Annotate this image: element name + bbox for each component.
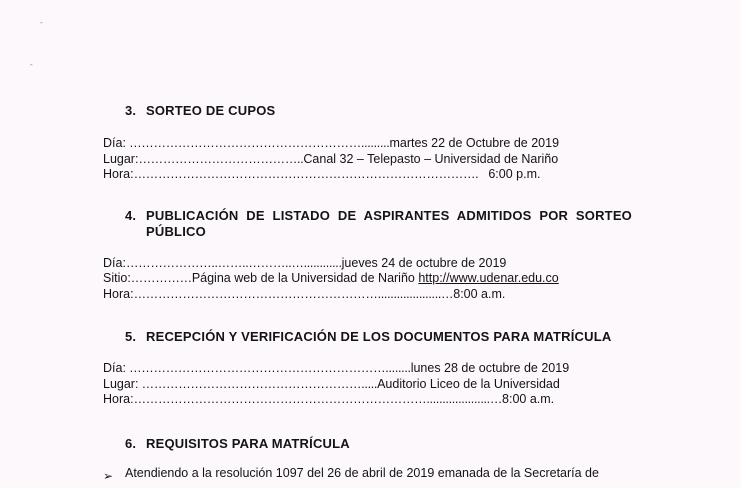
section-number: 4. (125, 208, 137, 223)
section-title-line1: PUBLICACIÓN DE LISTADO DE ASPIRANTES ADMITIDOS POR SORTEO (146, 208, 632, 223)
section-number: 6. (125, 436, 137, 451)
dot-leader: ………………………………….. (138, 152, 304, 166)
section-title: RECEPCIÓN Y VERIFICACIÓN DE LOS DOCUMENTOS PARA MATRÍCULA (146, 329, 612, 344)
line-value: 8:00 a.m. (453, 287, 506, 301)
line-value: 6:00 p.m. (488, 167, 541, 181)
line-label: Hora: (103, 392, 134, 406)
line-value: Canal 32 – Telepasto – Universidad de Nariño (303, 152, 559, 166)
line-value: martes 22 de Octubre de 2019 (389, 136, 560, 150)
section-4-line-sitio (103, 271, 593, 285)
line-value: Auditorio Liceo de la Universidad (377, 377, 560, 391)
bullet-text: Atendiendo a la resolución 1097 del 26 de abril de 2019 emanada de la Secretaría de (125, 466, 599, 480)
line-label: Hora: (103, 287, 134, 301)
line-label: Lugar: (103, 377, 139, 391)
cut-off-text-line (125, 478, 635, 488)
dot-leader: ………………………………………………………………....................… (133, 392, 503, 406)
section-title: SORTEO DE CUPOS (146, 103, 276, 118)
dot-leader: …………… (130, 271, 192, 285)
line-label: Sitio: (103, 271, 131, 285)
line-label: Hora: (103, 167, 134, 181)
section-title-line2: PÚBLICO (146, 224, 206, 239)
line-value: 8:00 a.m. (502, 392, 555, 406)
section-4-line-hora (103, 287, 593, 301)
section-3-heading (125, 103, 275, 118)
line-label: Día: (103, 361, 126, 375)
dot-leader: ……………………………………………………....................… (133, 287, 454, 301)
line-value: jueves 24 de octubre de 2019 (341, 256, 507, 270)
scan-mark: - (30, 60, 33, 69)
section-5-heading (125, 329, 611, 344)
line-value: lunes 28 de octubre de 2019 (410, 361, 570, 375)
section-3-line-hora (103, 167, 593, 181)
section-4-heading (125, 208, 645, 239)
line-label: Día: (103, 256, 126, 270)
section-title: REQUISITOS PARA MATRÍCULA (146, 436, 350, 451)
section-5-line-hora (103, 392, 593, 406)
line-value: Página web de la Universidad de Nariño (191, 271, 415, 285)
university-link[interactable]: http://www.udenar.edu.co (418, 271, 559, 285)
dot-leader: …………………..……..………..…............ (125, 256, 342, 270)
section-3-line-dia (103, 136, 593, 150)
dot-leader: …………………………………………………………………………. (133, 167, 479, 181)
scan-mark: - (40, 18, 43, 27)
section-6-heading (125, 436, 350, 451)
dot-leader: …………………………………………………......... (125, 136, 390, 150)
section-5-line-lugar (103, 377, 593, 391)
section-number: 3. (125, 103, 137, 118)
dot-leader: ………………………………………………..... (138, 377, 378, 391)
dot-leader: ………………………………………………………........ (125, 361, 411, 375)
section-4-line-dia (103, 256, 593, 270)
section-5-line-dia (103, 361, 593, 375)
section-number: 5. (125, 329, 137, 344)
section-3-line-lugar (103, 152, 593, 166)
bullet-arrow-icon: ➢ (103, 469, 114, 483)
line-label: Lugar: (103, 152, 139, 166)
line-label: Día: (103, 136, 126, 150)
